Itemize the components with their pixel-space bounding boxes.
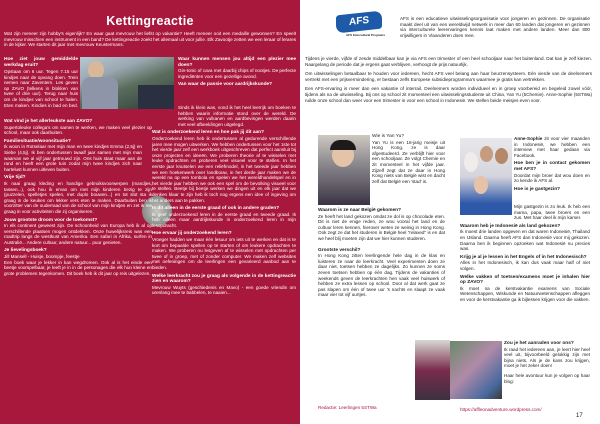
page-number: 17 [576,413,583,419]
answer: Ze heeft het land gekozen omdat ze dol is op chocolade eten. Dit is niet de enige reden, ze wou vooral het land en de cultuur leren kennen, hierover weten ze weinig in Hong Kong. Ook zegt ze dat het studeren in België heel "relaxed" is en dat we heel blij moeten zijn dat we hier kunnen studeren. [318,213,445,241]
page-title: Kettingreactie [106,14,194,28]
question: Vrije tijd? [4,175,26,181]
question: Van waar de passie voor aardrijkskunde? [178,82,273,88]
qa-column-left [4,69,152,276]
qa-column-right-top [178,57,296,88]
answer: Ik raad het iedereen aan, je leert hier heel veel uit, bijvoorbeeld gelukkig zijn met bijna niets. Als je de kans zou krijgen, moet je het zeker doen! [504,346,590,369]
afs-intro: AFS is een educatieve uitwisselingsorganisatie voor jongeren en gezinnen. De organisatie maakt deel uit van een wereldwijd netwerk in meer dan 60 landen dat jongeren en gezinnen via interculturele leerervaringen kennis laat maken met andere landen. Meer dan 800 vrijwilligers in Vlaanderen doen mee. [400,16,590,38]
afs-logo [332,13,388,43]
paragraph: Een AFS-ervaring is meer dan een vakantie of interrail. Deelnemers worden individueel en in groep voorbereid en begeleid zowel vóór, tijdens als na de uitwisseling. Bij ons op school zit momenteel een uitwisselingsstudente uit China, Yan Yu (5Chemie). Anne-Sophie (5STWa) ruilde onze school dan weer voor een trimester in voor een school in Indonesië. We stellen beide meisjes even voor. [305,86,592,103]
yanyu-intro [372,134,445,184]
question: Krijg je al je lessen in het Engels of in het Indonesisch? [460,254,587,260]
question: Je lievelingsboek? [4,248,47,254]
credit-line: Redactie: Leerlingen 5STWa [318,405,377,410]
answer: Een boek waar je lekker in kan wegdromen. Ook al is het einde een beetje voorspelbaar, je leeft je in in de personages die elk hun kleine en grote problemen tegenkomen. Dit boek heb ik dit jaar op reis uitgelezen. [4,259,152,276]
afs-paragraphs [305,56,592,103]
question: Familiesituatie/woonsituatie? [4,138,71,144]
answer: Supertoleuke collega's om samen te werken, we maken veel plezier op school, maar ook daarbuiten. [4,124,152,136]
question: Hoe is je gastgezin? [514,186,561,192]
question: Zou je het aanraden voor ons? [504,341,574,346]
question: Welke vakken of toetsen/examens moet je inhalen hier op ZAVO? [460,274,590,286]
answer: Gin-tonic of cava met daarbij chips of nootjes. De perfecte ingrediënten voor een gezellige avond. [178,68,296,79]
answer: Mijn gastgezin is zo leuk. Ik heb een mama, papa, twee broers en een zus. Met haar deel ik mijn kamer. [514,204,590,221]
answer: Mevrouw Wuyts (geschiedenis en Mavo) - een goede vriendin om urenlang mee te babbelen, te naaien... [152,284,296,296]
yanyu-photo [318,135,370,205]
question: Waarom is ze naar België gekomen? [318,208,401,213]
afs-logo-flag: AFS [336,11,382,34]
yanyu-street-photo [415,340,450,400]
question: Hoe ervaar jij onderzoekend leren? [152,231,232,237]
answer: Sinds ik klein was, vond ik het heel leerrijk om boeken te hebben waarin informatie stond over de wereld. De werking van vulkanen en aardbevingen werden daarin met veel afbeeldingen uitgelegd. [178,105,296,127]
answer: Ik moest drie landen opgeven en dat waren Indonesië, Thailand en IJsland. Daarna heeft AFS dan Indonesië voor mij gekozen. Daarna ben ik beginnen opzoeken wat Indonesië nu precies was. [460,229,590,252]
answer: Yan Yu is een 18-jarig meisje uit Hong Kong, ze is daar afgestudeerd. Ze verblijft hier voor een schooljaar. Ze volgt Chemie en zit momenteel in het vijfde jaar. Zijzelf zegt dat ze daar in Hong Kong niets van België wist en dacht zelf dat België een 'stad' is. [372,139,445,184]
qa-column-right [152,105,296,296]
answer: Vroeger hadden we maar één lesuur om iets uit te werken en dat is te kort om bepaalde spellen op te starten of om leukere opdrachten te maken. We proberen nu lesgeven af te wisselen met opdrachten per twee of in groep, met of zonder computer. We maken zelf websites met oefeningen om de leerlingen een gevarieerd aanbod aan te bieden. [152,237,296,271]
answer: zit voor vier maanden in Indonesië, we hebben een interview met haar gedaan via Facebook. [514,136,591,158]
answer: Onderzoekend leren heb ik ondertussen al gedurende verschillende jaren mee mogen uitwerken. We hebben ondertussen voor het 1ste tot het vierde jaar zelf een werkboek uitgeschreven dat perfect aansluit bij onze projecten en ideeën. We proberen theorie af te wisselen met leuke opdrachten en proberen veel visueel voor te stellen. In het eerste jaar knutselen we een reliëfmodel, in het tweede jaar hebben we een hoekenwerk over landbouw, in het derde jaar maken we de wereld na op een tombola en spelen we het wereldhandelspel en in het vierde jaar hebben we ook een spel om de bevolking visueel voor te stellen. Beetje bij beetje werken we dingen uit en elk jaar dat we denken klaar te zijn heb ik toch nog ergens een idee of ingeving om het anders aan te pakken. [152,135,296,203]
question: Waar kunnen mensen jou altijd een plezier mee doen? [178,57,296,68]
blog-intro: Haar hele avontuur kun je volgen op haar blog: [504,372,590,384]
answer: Ik woon in Rotselaar met mijn man en twee kindjes Emma (2,5j) en Siebe (4,5j). Ik ben ondertussen twaalf jaar samen met mijn man waarvan we al vijf jaar getrouwd zijn. Ons huis staat maar aan de rand en heeft een grote tuin zodat mijn twee kindjes zich naar hartelust kunnen uitleven buiten. [4,144,142,172]
group-photo [450,341,502,399]
answer: Ik moet na de kerstvakantie examens van Sociale Wetenschappen, Wiskunde en Natuurwetenschappen afleggen en voor de kerstvakantie ga ik bijlessen krijgen voor die vakken. [460,285,590,302]
answer: Ik naai graag kleding en handige gebruiksvoorwerpen (mandjes, tassen...), ook hou ik ervan om met mijn kinderen bezig te zijn (puzzelen, spelletjes spelen, met duplo bouwen...) en tot slot sta ik graag in de keuken om lekker vers eten te maken. Daarbuiten ben ik voorzitter van de ouderraad van de school van mijn kindjes en zet ik me graag in voor activiteiten die zij organiseren. [4,180,152,214]
intro-text: Wat zijn meneer zijn hobby's eigenlijk? En waar gaat mevrouw het liefst op vakantie? Heeft meneer ooit een medaille gewonnen? En speelt mevrouw misschien een instrument in een band? De kettingreactie zoekt het allemaal uit voor jullie. Elk Zavootje zetten we een leraar of lerares in de kijker. We starten dit jaar met mevrouw Keustermans. [4,31,296,48]
answer: In Hong Kong zitten leerlingende hele dag in de klas en luisteren ze naar de leerkracht. Veel experimenten doen ze daar niet, toetsen hebben ze dagelijks. Zo kunnen ze soms zeven toetsen hebben op één dag. Tijdens de vakanties of weekends geven de leerkrachten hen vaak veel huiswerk of hebben ze extra lessen op school. Door al dat werk gaat ze pas slapen om één of twee uur 's nachts en slaapt ze vaak maar vier tot vijf uurtjes. [318,253,445,298]
blog-link[interactable]: https://affleonadventure.wordpress.com/ [460,407,542,412]
question: Jouw grootste droom voor de toekomst? [4,217,98,223]
paragraph: Tijdens je vierde, vijfde of zesde middelbaar kan je via AFS een trimester of een heel schooljaar naar het buitenland. Dat kan je zelf kiezen. Naargelang de periode dat je ergens gaat verblijven, verhoogt de prijs natuurlijk. [305,56,592,67]
paragraph: Om uitwisselingen betaalbaar te houden voor iedereen, hecht AFS veel belang aan haar beurzensysteem. Eén vierde van de deelnemers vertrekt met een prijsvermindering, er bestaan zelfs Europese subsidieprogramma's waarmee je gratis kan vertrekken. [305,71,592,82]
answer: Alles in het Indonesisch, ik kan dus vaak maar half of niet volgen. [460,260,590,271]
name: Anne-Sophie [514,136,543,141]
right-page [300,0,600,424]
question: Welke leerkracht zou je graag als volgende in de kettingreactie zien en waarom? [152,273,296,285]
question: Wat vind je het allerleukste aan ZAVO? [4,119,93,124]
answer: Doordat mijn broer dat wou doen en zo kende ik AFS al. [514,172,590,184]
question: Waarom heb je Indonesië als land gekozen? [460,223,561,229]
question: Hoe ziet jouw gemiddelde werkdag eruit? [4,57,78,68]
question: Hoe ben je in contact gekomen met AFS? [514,161,590,172]
answer: Ik geef onderzoekend leren in de eerste graad en tweede graad. Ik heb alleen maar aardrijkskunde in onderzoekend leren in mijn lesopdracht. [152,211,296,228]
anne-sophie-intro [514,136,590,192]
yanyu-qa [318,208,445,298]
answer: Opstaan om 6 uur. Tegen 7.15 uur kindjes naar de opvang doen. Trein nemen naar Zaventem. Les geven op ZAVO (telkens in blokken van twee of drie uur). Terug naar huis om de kindjes van school te halen. Eten maken. Kindjes in bad en bed. [4,69,78,107]
book-title: Jill Mansell - Huisje, boompje, feestje [4,254,80,260]
anne-sophie-advice [504,341,590,384]
question: Wat is onderzoekend leren en hoe pak jij dit aan? [152,130,265,136]
qa-block [4,57,78,68]
question: Is dit alleen in de eerste graad of ook in andere graden? [152,206,280,212]
anne-sophie-qa [460,204,590,303]
question: Grootste verschil? [318,247,361,253]
answer: In elk continent geweest zijn. De schoonheid van Europa heb ik al op verschillende plaatsen mogen ontdekken. Onze huwelijksreis was een roadtrip langs de westkust van Amerika. Een safari in Afrika, surfen in Australië... Andere cultuur, andere natuur... puur genieten. [4,223,152,245]
question: Wie is Yan Yu? [372,134,404,139]
afs-logo-subtitle: AFS Intercultural Programs [346,33,386,37]
